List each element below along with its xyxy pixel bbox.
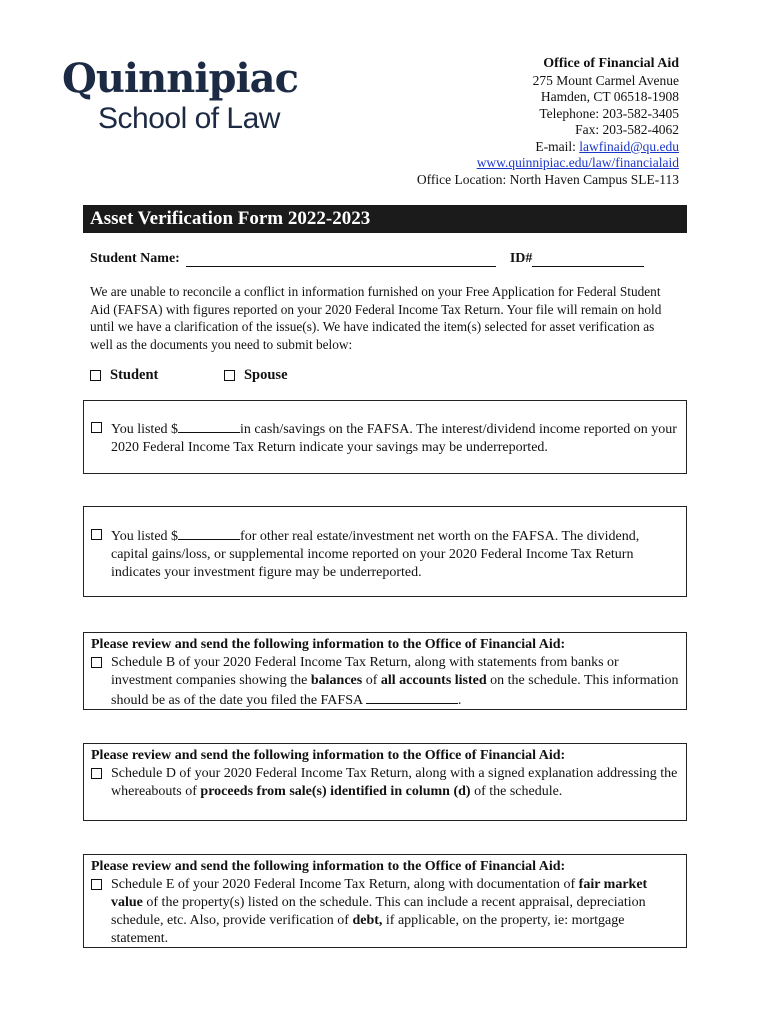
- office-city: Hamden, CT 06518-1908: [540, 89, 679, 104]
- cash-savings-text-start: You listed $: [111, 422, 179, 437]
- logo-line-1: Quinnipiac: [62, 55, 298, 102]
- schedule-b-panel: [83, 632, 687, 710]
- schedule-b-text-2: of: [362, 673, 381, 688]
- student-option[interactable]: [90, 367, 158, 384]
- website-link[interactable]: www.quinnipiac.edu/law/financialaid: [476, 155, 679, 170]
- investment-text-end: for other real estate/investment net worth on the FAFSA. The dividend, capital gains/loss, or supplemental income reported on your 2020 Federal Income Tax Return indicates your investment figure may be underreported.: [111, 529, 640, 580]
- schedule-e-text-3: if applicable, on the property, ie: mortgage statement.: [111, 913, 625, 946]
- office-address: 275 Mount Carmel Avenue: [532, 72, 679, 88]
- student-option-label: Student: [110, 367, 159, 383]
- investment-panel: [83, 506, 687, 597]
- schedule-e-checkbox[interactable]: [91, 879, 102, 890]
- fafsa-filed-date-field[interactable]: [366, 690, 458, 704]
- cash-savings-text: [111, 419, 686, 457]
- office-location: Office Location: North Haven Campus SLE-113: [416, 171, 679, 187]
- student-spouse-options: [90, 367, 288, 386]
- spouse-checkbox[interactable]: [224, 370, 235, 381]
- school-logo: [62, 56, 298, 136]
- schedule-e-panel: [83, 854, 687, 948]
- schedule-b-text-3: on the schedule. This information should be as of the date you filed the FAFSA: [111, 673, 679, 708]
- schedule-b-text-4: .: [457, 693, 462, 708]
- email-link[interactable]: lawfinaid@qu.edu: [579, 138, 679, 154]
- schedule-d-checkbox[interactable]: [91, 768, 102, 779]
- form-title-banner: Asset Verification Form 2022-2023: [83, 205, 687, 233]
- cash-savings-text-end: in cash/savings on the FAFSA. The interest/dividend income reported on your 2020 Federal Income Tax Return indicate your savings may be underreported.: [111, 422, 677, 455]
- investment-text-start: You listed $: [111, 529, 179, 544]
- investment-amount-field[interactable]: [178, 526, 240, 540]
- office-website-line: [417, 155, 679, 172]
- office-telephone: Telephone: 203-582-3405: [539, 105, 679, 121]
- schedule-b-heading: Please review and send the following information to the Office of Financial Aid:: [91, 637, 566, 652]
- id-label: ID#: [509, 251, 533, 266]
- schedule-d-bold-proceeds: proceeds from sale(s) identified in column (d): [200, 784, 471, 799]
- office-heading: Office of Financial Aid: [543, 56, 679, 71]
- cash-savings-panel: [83, 400, 687, 474]
- student-name-field[interactable]: [186, 252, 496, 267]
- schedule-e-heading: Please review and send the following information to the Office of Financial Aid:: [91, 859, 566, 874]
- student-info-line: [90, 251, 644, 267]
- investment-text: [111, 526, 686, 582]
- schedule-b-checkbox[interactable]: [91, 657, 102, 668]
- office-fax: Fax: 203-582-4062: [575, 122, 679, 137]
- spouse-option-label: Spouse: [243, 367, 288, 383]
- id-field[interactable]: [532, 252, 644, 267]
- logo-line-2: School of Law: [98, 102, 280, 135]
- schedule-e-text: [111, 876, 686, 948]
- schedule-d-panel: [83, 743, 687, 821]
- schedule-b-bold-balances: balances: [310, 673, 363, 688]
- investment-checkbox[interactable]: [91, 529, 102, 540]
- email-label: E-mail:: [535, 138, 580, 154]
- schedule-d-text: [111, 765, 686, 801]
- schedule-e-bold-fmv: fair market value: [111, 877, 648, 910]
- schedule-d-text-1: Schedule D of your 2020 Federal Income Tax Return, along with a signed explanation addressing the whereabouts of: [111, 766, 678, 799]
- schedule-e-bold-debt: debt,: [352, 913, 383, 928]
- office-contact-block: [417, 56, 679, 188]
- schedule-b-bold-accounts: all accounts listed: [380, 673, 487, 688]
- student-name-label: Student Name:: [90, 251, 180, 266]
- office-email-line: [417, 139, 679, 156]
- cash-savings-checkbox[interactable]: [91, 422, 102, 433]
- schedule-e-text-2: of the property(s) listed on the schedule. This can include a recent appraisal, depreciation schedule, etc. Also, provide verification of: [111, 895, 646, 928]
- schedule-d-heading: Please review and send the following information to the Office of Financial Aid:: [91, 748, 566, 763]
- schedule-d-text-2: of the schedule.: [470, 784, 563, 799]
- schedule-e-text-1: Schedule E of your 2020 Federal Income Tax Return, along with documentation of: [111, 877, 579, 892]
- cash-savings-amount-field[interactable]: [178, 419, 240, 433]
- schedule-b-text: [111, 654, 686, 710]
- spouse-option[interactable]: [224, 367, 288, 384]
- student-checkbox[interactable]: [90, 370, 101, 381]
- schedule-b-text-1: Schedule B of your 2020 Federal Income Tax Return, along with statements from banks or investment companies showing the: [111, 655, 619, 688]
- intro-paragraph: We are unable to reconcile a conflict in information furnished on your Free Application for Federal Student Aid (FAFSA) with figures reported on your 2020 Federal Income Tax Return. Your file will remain on hold until we have a clarification of the issue(s). We have indicated the item(s) selected for asset verification as well as the documents you need to submit below:: [90, 284, 662, 352]
